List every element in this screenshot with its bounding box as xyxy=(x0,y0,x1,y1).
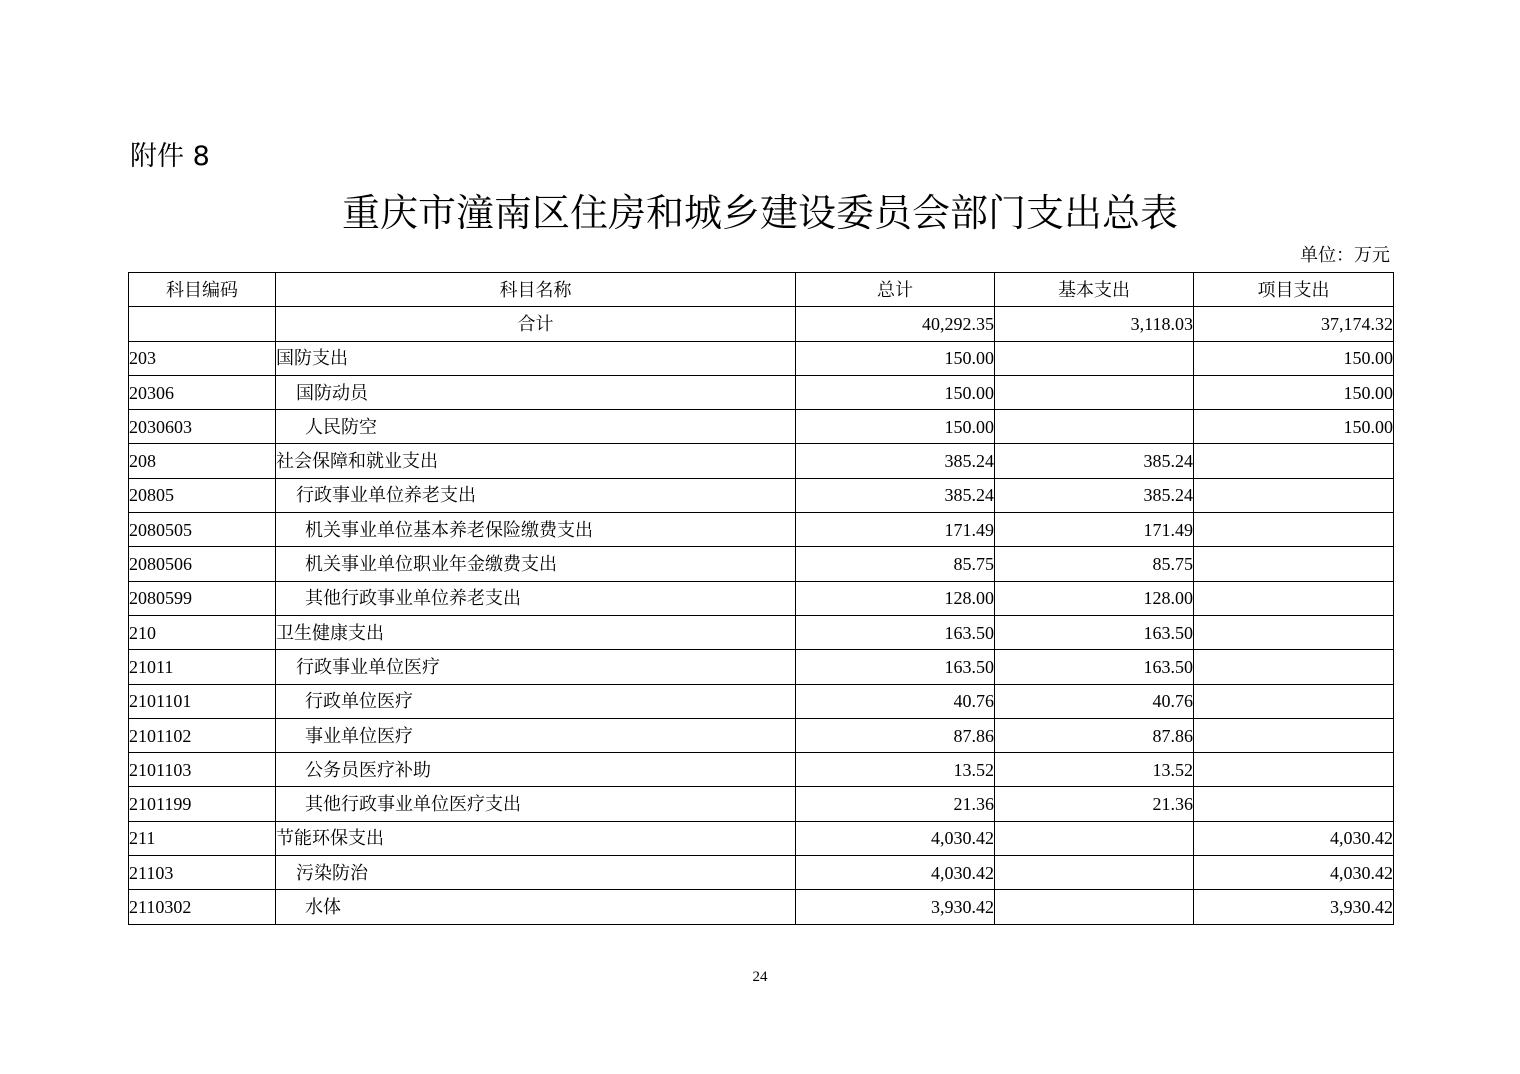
document-title: 重庆市潼南区住房和城乡建设委员会部门支出总表 xyxy=(341,191,1178,235)
cell-name: 社会保障和就业支出 xyxy=(276,444,796,478)
cell-total: 85.75 xyxy=(796,547,995,581)
cell-total: 171.49 xyxy=(796,513,995,547)
cell-basic xyxy=(995,410,1194,444)
cell-project: 4,030.42 xyxy=(1194,821,1394,855)
attachment-label: 附件 8 xyxy=(130,141,210,172)
table-row xyxy=(129,513,1394,547)
table-row xyxy=(129,753,1394,787)
cell-project: 150.00 xyxy=(1194,410,1394,444)
cell-project: 37,174.32 xyxy=(1194,307,1394,341)
header-name: 科目名称 xyxy=(276,273,796,307)
table-row xyxy=(129,478,1394,512)
cell-name: 行政单位医疗 xyxy=(276,684,796,718)
table-row xyxy=(129,410,1394,444)
cell-basic xyxy=(995,890,1194,924)
cell-basic: 40.76 xyxy=(995,684,1194,718)
table-row xyxy=(129,615,1394,649)
cell-basic xyxy=(995,341,1194,375)
cell-basic xyxy=(995,375,1194,409)
cell-total: 385.24 xyxy=(796,444,995,478)
cell-total: 21.36 xyxy=(796,787,995,821)
cell-name: 节能环保支出 xyxy=(276,821,796,855)
cell-name: 其他行政事业单位医疗支出 xyxy=(276,787,796,821)
cell-project xyxy=(1194,753,1394,787)
cell-name: 人民防空 xyxy=(276,410,796,444)
cell-basic: 128.00 xyxy=(995,581,1194,615)
cell-total: 40,292.35 xyxy=(796,307,995,341)
cell-name: 国防支出 xyxy=(276,341,796,375)
cell-name: 行政事业单位养老支出 xyxy=(276,478,796,512)
cell-basic: 171.49 xyxy=(995,513,1194,547)
header-total: 总计 xyxy=(796,273,995,307)
cell-code: 20805 xyxy=(129,478,276,512)
cell-code: 208 xyxy=(129,444,276,478)
cell-basic: 163.50 xyxy=(995,615,1194,649)
cell-basic: 3,118.03 xyxy=(995,307,1194,341)
cell-code: 20306 xyxy=(129,375,276,409)
unit-note: 单位：万元 xyxy=(1300,245,1390,265)
cell-project: 150.00 xyxy=(1194,375,1394,409)
cell-project: 3,930.42 xyxy=(1194,890,1394,924)
cell-basic: 385.24 xyxy=(995,444,1194,478)
cell-total: 163.50 xyxy=(796,650,995,684)
cell-basic xyxy=(995,821,1194,855)
table-row xyxy=(129,890,1394,924)
table-row xyxy=(129,821,1394,855)
cell-code: 21103 xyxy=(129,856,276,890)
table-row xyxy=(129,718,1394,752)
cell-basic xyxy=(995,856,1194,890)
cell-name: 机关事业单位职业年金缴费支出 xyxy=(276,547,796,581)
cell-basic: 163.50 xyxy=(995,650,1194,684)
cell-name: 污染防治 xyxy=(276,856,796,890)
cell-total: 4,030.42 xyxy=(796,856,995,890)
table-row xyxy=(129,581,1394,615)
cell-code: 2101199 xyxy=(129,787,276,821)
cell-name: 公务员医疗补助 xyxy=(276,753,796,787)
cell-code: 2080505 xyxy=(129,513,276,547)
header-code: 科目编码 xyxy=(129,273,276,307)
cell-basic: 87.86 xyxy=(995,718,1194,752)
cell-total: 128.00 xyxy=(796,581,995,615)
table-row xyxy=(129,375,1394,409)
table-row xyxy=(129,444,1394,478)
cell-total: 150.00 xyxy=(796,375,995,409)
cell-code xyxy=(129,307,276,341)
cell-name: 其他行政事业单位养老支出 xyxy=(276,581,796,615)
table-row xyxy=(129,547,1394,581)
cell-code: 2080599 xyxy=(129,581,276,615)
cell-code: 2080506 xyxy=(129,547,276,581)
table-row xyxy=(129,650,1394,684)
cell-project xyxy=(1194,787,1394,821)
cell-project xyxy=(1194,478,1394,512)
cell-total: 385.24 xyxy=(796,478,995,512)
cell-name: 国防动员 xyxy=(276,375,796,409)
cell-code: 2101103 xyxy=(129,753,276,787)
cell-total: 150.00 xyxy=(796,410,995,444)
cell-total: 87.86 xyxy=(796,718,995,752)
cell-total: 3,930.42 xyxy=(796,890,995,924)
table-row xyxy=(129,684,1394,718)
cell-name: 事业单位医疗 xyxy=(276,718,796,752)
cell-basic: 21.36 xyxy=(995,787,1194,821)
cell-code: 211 xyxy=(129,821,276,855)
cell-total: 163.50 xyxy=(796,615,995,649)
cell-project xyxy=(1194,650,1394,684)
cell-code: 2101102 xyxy=(129,718,276,752)
cell-project: 150.00 xyxy=(1194,341,1394,375)
cell-total: 4,030.42 xyxy=(796,821,995,855)
cell-name: 合计 xyxy=(276,307,796,341)
header-basic: 基本支出 xyxy=(995,273,1194,307)
cell-code: 203 xyxy=(129,341,276,375)
cell-total: 40.76 xyxy=(796,684,995,718)
cell-name: 机关事业单位基本养老保险缴费支出 xyxy=(276,513,796,547)
cell-project xyxy=(1194,581,1394,615)
page-number: 24 xyxy=(752,969,768,985)
cell-name: 卫生健康支出 xyxy=(276,615,796,649)
cell-basic: 85.75 xyxy=(995,547,1194,581)
cell-project xyxy=(1194,513,1394,547)
cell-code: 210 xyxy=(129,615,276,649)
table-header-row xyxy=(129,273,1394,307)
expenditure-table xyxy=(128,272,1394,925)
cell-basic: 13.52 xyxy=(995,753,1194,787)
cell-project xyxy=(1194,615,1394,649)
cell-project xyxy=(1194,444,1394,478)
table-row xyxy=(129,856,1394,890)
cell-total: 13.52 xyxy=(796,753,995,787)
total-row xyxy=(129,307,1394,341)
cell-total: 150.00 xyxy=(796,341,995,375)
cell-name: 行政事业单位医疗 xyxy=(276,650,796,684)
cell-name: 水体 xyxy=(276,890,796,924)
header-project: 项目支出 xyxy=(1194,273,1394,307)
cell-code: 21011 xyxy=(129,650,276,684)
cell-project: 4,030.42 xyxy=(1194,856,1394,890)
table-row xyxy=(129,341,1394,375)
cell-code: 2110302 xyxy=(129,890,276,924)
cell-project xyxy=(1194,718,1394,752)
cell-project xyxy=(1194,547,1394,581)
table-row xyxy=(129,787,1394,821)
table-body xyxy=(129,307,1394,924)
cell-code: 2030603 xyxy=(129,410,276,444)
cell-project xyxy=(1194,684,1394,718)
cell-code: 2101101 xyxy=(129,684,276,718)
cell-basic: 385.24 xyxy=(995,478,1194,512)
